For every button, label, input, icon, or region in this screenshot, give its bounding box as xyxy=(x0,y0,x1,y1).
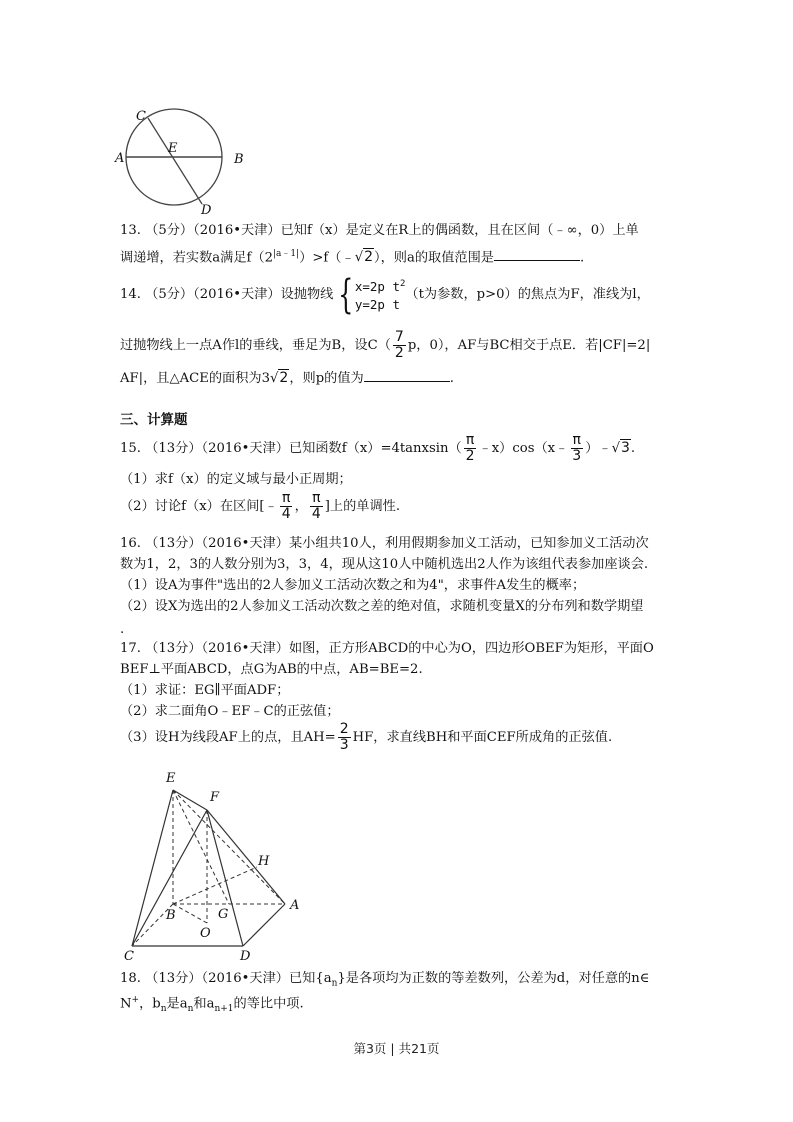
answer-blank[interactable] xyxy=(494,247,580,261)
q15-sub2-text-b: ]上的单调性. xyxy=(324,499,401,514)
q15-line1 xyxy=(120,432,635,465)
q18-text-f: 和a xyxy=(193,996,215,1012)
q13-exponent: |a﹣1| xyxy=(273,249,300,259)
q15-text-b: ﹣x）cos（x﹣ xyxy=(478,441,569,456)
label-c: C xyxy=(124,949,134,964)
q18-text-c: N xyxy=(120,996,132,1012)
q18-line1 xyxy=(120,970,649,993)
q13-text-a: 调递增，若实数a满足f（2 xyxy=(120,250,274,266)
fraction-pi-4: $\frac{\pi}{4}$ xyxy=(281,490,291,522)
parametric-system xyxy=(333,271,406,318)
edge-bo xyxy=(173,904,207,923)
q14-line2 xyxy=(120,330,650,361)
edge-ea xyxy=(173,790,285,904)
q14-line3 xyxy=(120,368,454,388)
q16-line1: 16. （13分）（2016•天津）某小组共10人，利用假期参加义工活动，已知参加义工活动次 xyxy=(120,536,649,551)
q18-text-a: 18. （13分）（2016•天津）已知{a xyxy=(120,971,332,986)
label-b: B xyxy=(234,152,244,167)
edge-bh xyxy=(173,867,257,904)
page-footer: 第3页 | 共21页 xyxy=(353,1041,440,1056)
label-e: E xyxy=(166,771,176,786)
chord-cd xyxy=(148,118,202,204)
q17-sub3 xyxy=(120,722,612,754)
subscript: n xyxy=(331,978,338,989)
q14-text-f: ，则p的值为 xyxy=(289,371,364,386)
label-g: G xyxy=(218,907,229,922)
q13-line1: 13. （5分）（2016•天津）已知f（x）是定义在R上的偶函数，且在区间（﹣∞，0）上单 xyxy=(120,223,639,238)
q16-line2: 数为1，2，3的人数分别为3，3，4，现从这10人中随机选出2人作为该组代表参加座谈会. xyxy=(120,557,649,572)
label-o: O xyxy=(200,926,211,941)
superscript: + xyxy=(131,995,140,1005)
q17-sub1: （1）求证：EG∥平面ADF； xyxy=(120,683,290,698)
fraction-pi-2: $\frac{\pi}{2}$ xyxy=(465,432,475,464)
fraction-pi-3: $\frac{\pi}{3}$ xyxy=(572,432,582,464)
label-f: F xyxy=(210,790,220,805)
circle-figure xyxy=(112,105,272,217)
sys-y: y=2p t xyxy=(354,297,400,313)
q17-sub2: （2）求二面角O﹣EF﹣C的正弦值； xyxy=(120,704,340,719)
q18-line2 xyxy=(120,991,304,1018)
q16-sub2-end: . xyxy=(120,622,125,637)
q17-line1: 17. （13分）（2016•天津）如图，正方形ABCD的中心为O，四边形OBEF为矩形，平面O xyxy=(120,641,654,656)
section-heading: 三、计算题 xyxy=(120,412,188,428)
q13-text-c: ），则a的取值范围是 xyxy=(374,250,494,266)
sqrt-symbol: √3 xyxy=(611,440,630,456)
answer-blank[interactable] xyxy=(364,368,450,382)
q14-text-e: AF|，且△ACE的面积为3 xyxy=(120,371,271,386)
period: . xyxy=(449,371,454,386)
q17-line2: BEF⊥平面ABCD，点G为AB的中点，AB=BE=2. xyxy=(120,662,423,677)
solid-figure xyxy=(112,765,312,965)
q15-sub2-text-a: （2）讨论f（x）在区间[﹣ xyxy=(120,499,278,514)
q18-text-e: 是a xyxy=(166,996,188,1012)
subscript: n+1 xyxy=(214,1004,234,1015)
sqrt-symbol: √2 xyxy=(354,249,374,266)
q17-sub3-text-a: （3）设H为线段AF上的点，且AH= xyxy=(120,730,336,745)
fraction-7-2: $\frac{7}{2}$ xyxy=(394,329,404,361)
q15-sub1: （1）求f（x）的定义域与最小正周期； xyxy=(120,472,352,487)
label-d: D xyxy=(240,949,251,964)
comma: ， xyxy=(294,499,308,514)
sqrt-symbol: √2 xyxy=(270,370,289,386)
subscript: n xyxy=(187,1004,194,1015)
label-e: E xyxy=(168,141,178,156)
label-c: C xyxy=(136,109,146,124)
label-a: A xyxy=(290,898,300,913)
fraction-2-3: $\frac{2}{3}$ xyxy=(339,721,349,753)
label-b: B xyxy=(166,908,176,923)
q13-line2 xyxy=(120,245,584,267)
q14-text-c: 过抛物线上一点A作l的垂线，垂足为B，设C（ xyxy=(120,338,391,353)
period: . xyxy=(630,441,636,456)
q14-text-b: （t为参数，p>0）的焦点为F，准线为l， xyxy=(405,287,650,302)
period: . xyxy=(579,250,585,266)
q14-line1 xyxy=(120,271,650,318)
label-h: H xyxy=(258,854,270,869)
brace-symbol: { xyxy=(338,271,354,318)
q18-text-b: }是各项均为正数的等差数列，公差为d，对任意的n∈ xyxy=(337,971,650,986)
q17-sub3-text-b: HF，求直线BH和平面CEF所成角的正弦值. xyxy=(352,730,613,745)
fraction-pi-4: $\frac{\pi}{4}$ xyxy=(311,490,321,522)
edge-fa xyxy=(207,810,285,904)
q13-text-b: ）>f（﹣ xyxy=(299,250,355,266)
edge-da xyxy=(243,904,285,946)
subscript: n xyxy=(160,1004,167,1015)
q14-text-d: p，0），AF与BC相交于点E．若|CF|=2| xyxy=(407,338,651,353)
label-a: A xyxy=(115,151,125,166)
q15-sub2 xyxy=(120,491,400,523)
q15-text-a: 15. （13分）（2016•天津）已知函数f（x）=4tanxsin（ xyxy=(120,441,462,456)
q18-text-d: ，b xyxy=(139,996,161,1012)
sys-x: x=2p $t^2$ xyxy=(354,278,406,295)
q18-text-g: 的等比中项. xyxy=(233,996,304,1012)
edge-fc xyxy=(132,810,207,946)
q15-text-c: ）﹣ xyxy=(585,441,612,456)
q16-sub1: （1）设A为事件"选出的2人参加义工活动次数之和为4"，求事件A发生的概率； xyxy=(120,578,586,593)
label-d: D xyxy=(201,203,212,217)
q16-sub2: （2）设X为选出的2人参加义工活动次数之差的绝对值，求随机变量X的分布列和数学期望 xyxy=(120,599,644,614)
q14-text-a: 14. （5分）（2016•天津）设抛物线 xyxy=(120,287,334,302)
